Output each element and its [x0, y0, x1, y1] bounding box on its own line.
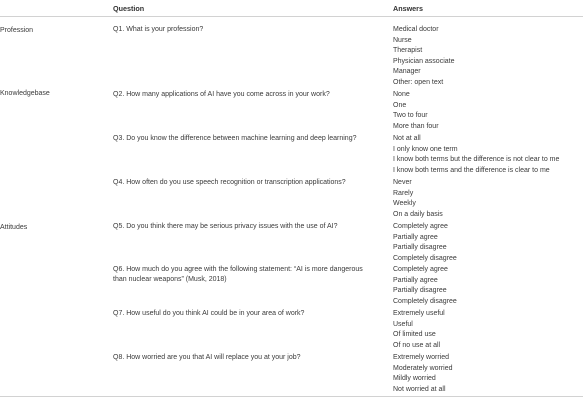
category-knowledgebase: Knowledgebase — [0, 90, 50, 97]
answer-item: Extremely worried — [393, 354, 450, 361]
answer-list-q7 — [393, 309, 445, 351]
answer-item: Of no use at all — [393, 341, 441, 349]
answer-item: Completely disagree — [393, 254, 457, 262]
question-q8: Q8. How worried are you that AI will replace you at your job? — [113, 354, 301, 361]
answer-item: Never — [393, 179, 412, 186]
answer-item: Manager — [393, 68, 421, 75]
answer-item: More than four — [393, 122, 439, 130]
answer-item: Partially agree — [393, 276, 438, 284]
column-header-answers: Answers — [393, 4, 423, 13]
answer-item: Useful — [393, 320, 413, 328]
answer-item: Not at all — [393, 135, 421, 142]
answer-item: Partially disagree — [393, 287, 447, 294]
answer-item: I know both terms but the difference is not clear to me — [393, 156, 560, 163]
question-q1: Q1. What is your profession? — [113, 26, 204, 33]
answer-list-q4 — [393, 178, 443, 220]
answer-item: Physician associate — [393, 57, 455, 65]
answer-list-q5 — [393, 222, 457, 264]
answer-item: Rarely — [393, 189, 414, 197]
answer-item: Medical doctor — [393, 26, 439, 33]
answer-item: Completely agree — [393, 223, 448, 230]
question-q7: Q7. How useful do you think AI could be in your area of work? — [113, 310, 305, 317]
answer-item: Not worried at all — [393, 385, 446, 393]
answer-item: Partially disagree — [393, 244, 447, 251]
answer-item: Extremely useful — [393, 310, 445, 317]
answer-item: Moderately worried — [393, 364, 453, 372]
table-bottom-divider — [0, 396, 583, 397]
answer-list-q8 — [393, 353, 453, 395]
answer-item: One — [393, 101, 407, 109]
answer-item: Of limited use — [393, 331, 436, 338]
answer-item: Therapist — [393, 47, 423, 54]
question-q3: Q3. Do you know the difference between machine learning and deep learning? — [113, 135, 357, 142]
answer-item: Weekly — [393, 200, 416, 207]
question-q4: Q4. How often do you use speech recognition or transcription applications? — [113, 179, 346, 186]
header-divider — [0, 16, 583, 17]
answer-item: None — [393, 91, 410, 98]
answer-item: On a daily basis — [393, 210, 443, 218]
question-q5: Q5. Do you think there may be serious privacy issues with the use of AI? — [113, 223, 338, 230]
column-header-question: Question — [113, 4, 145, 13]
answer-item: Partially agree — [393, 233, 438, 241]
answer-item: Completely agree — [393, 266, 448, 273]
category-attitudes: Attitudes — [0, 224, 28, 231]
answer-list-q6 — [393, 265, 457, 307]
answer-item: Mildly worried — [393, 375, 436, 382]
answer-list-q3 — [393, 134, 559, 176]
answer-item: I only know one term — [393, 145, 458, 153]
answer-item: Nurse — [393, 36, 412, 44]
answer-list-q2 — [393, 90, 439, 132]
answer-item: Completely disagree — [393, 297, 457, 305]
question-q6: Q6. How much do you agree with the following statement: “AI is more dangerous than nuclear weapons” (Musk, 2018) — [113, 266, 363, 283]
answer-list-q1 — [393, 25, 454, 88]
question-q2: Q2. How many applications of AI have you come across in your work? — [113, 91, 330, 98]
answer-item: Two to four — [393, 112, 428, 119]
answer-item: I know both terms and the difference is clear to me — [393, 166, 550, 174]
answer-item: Other: open text — [393, 78, 444, 86]
category-profession: Profession — [0, 27, 34, 34]
